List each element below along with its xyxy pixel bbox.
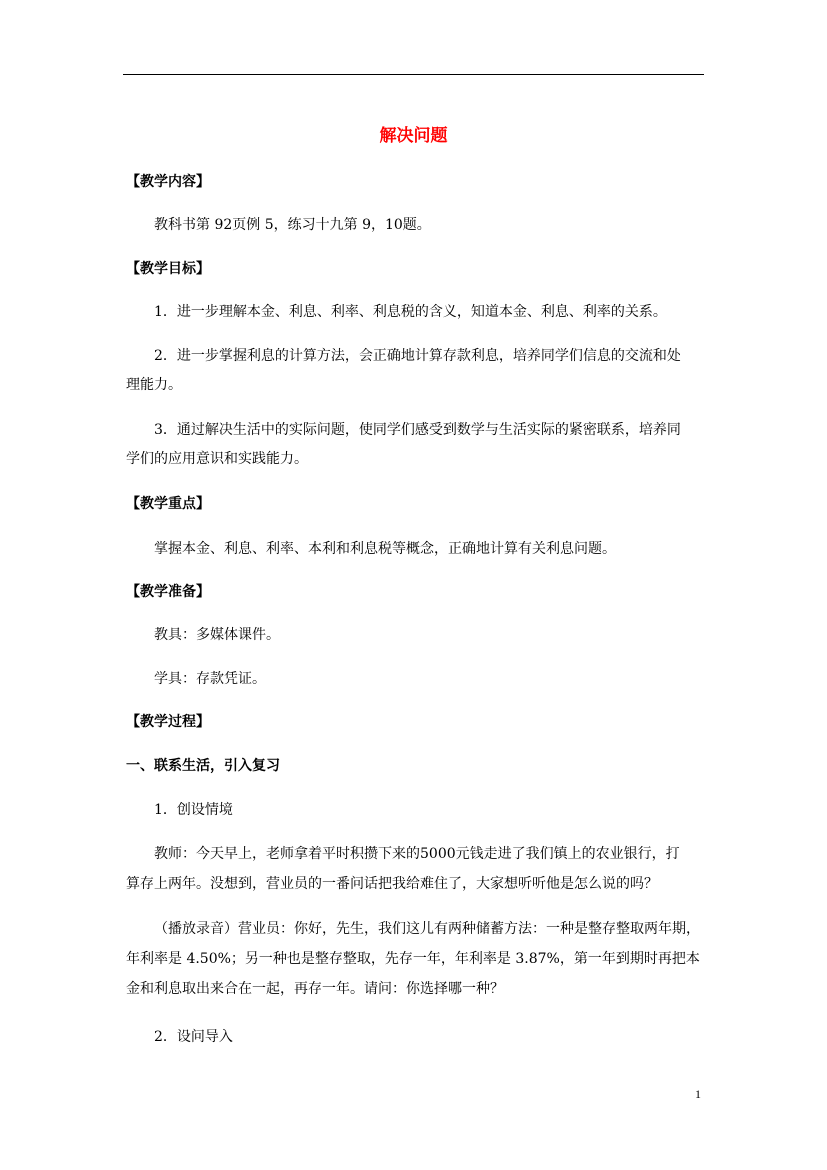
prep-student: 学具：存款凭证。 <box>154 671 266 687</box>
section-heading-content: 【教学内容】 <box>126 174 210 190</box>
section-heading-process: 【教学过程】 <box>126 714 210 730</box>
goal-3-line-2: 学们的应用意识和实践能力。 <box>126 451 308 467</box>
key-text: 掌握本金、利息、利率、本利和利息税等概念，正确地计算有关利息问题。 <box>154 541 616 557</box>
page-number: 1 <box>695 1087 701 1101</box>
teacher-line-2: 算存上两年。没想到，营业员的一番问话把我给难住了，大家想听听他是怎么说的吗？ <box>126 876 658 892</box>
header-rule <box>123 74 704 75</box>
step-2: 2．设问导入 <box>154 1029 233 1045</box>
part-1-heading: 一、联系生活，引入复习 <box>126 758 280 774</box>
clerk-line-2: 年利率是 4.50%；另一种也是整存整取，先存一年，年利率是 3.87%，第一年到期时再把本 <box>126 951 700 967</box>
prep-teacher: 教具：多媒体课件。 <box>154 627 280 643</box>
section-heading-prep: 【教学准备】 <box>126 584 210 600</box>
content-text: 教科书第 92页例 5，练习十九第 9，10题。 <box>154 217 431 233</box>
goal-2-line-2: 理能力。 <box>126 377 182 393</box>
section-heading-key: 【教学重点】 <box>126 496 210 512</box>
clerk-line-3: 金和利息取出来合在一起，再存一年。请问：你选择哪一种？ <box>126 981 504 997</box>
document-title: 解决问题 <box>379 126 448 146</box>
teacher-line-1: 教师：今天早上，老师拿着平时积攒下来的5000元钱走进了我们镇上的农业银行，打 <box>154 846 680 862</box>
clerk-line-1: （播放录音）营业员：你好，先生，我们这儿有两种储蓄方法：一种是整存整取两年期， <box>154 921 700 937</box>
goal-2-line-1: 2．进一步掌握利息的计算方法，会正确地计算存款利息，培养同学们信息的交流和处 <box>154 348 681 364</box>
step-1: 1．创设情境 <box>154 802 233 818</box>
goal-1: 1．进一步理解本金、利息、利率、利息税的含义，知道本金、利息、利率的关系。 <box>154 304 667 320</box>
section-heading-goals: 【教学目标】 <box>126 261 210 277</box>
goal-3-line-1: 3．通过解决生活中的实际问题，使同学们感受到数学与生活实际的紧密联系，培养同 <box>154 422 681 438</box>
